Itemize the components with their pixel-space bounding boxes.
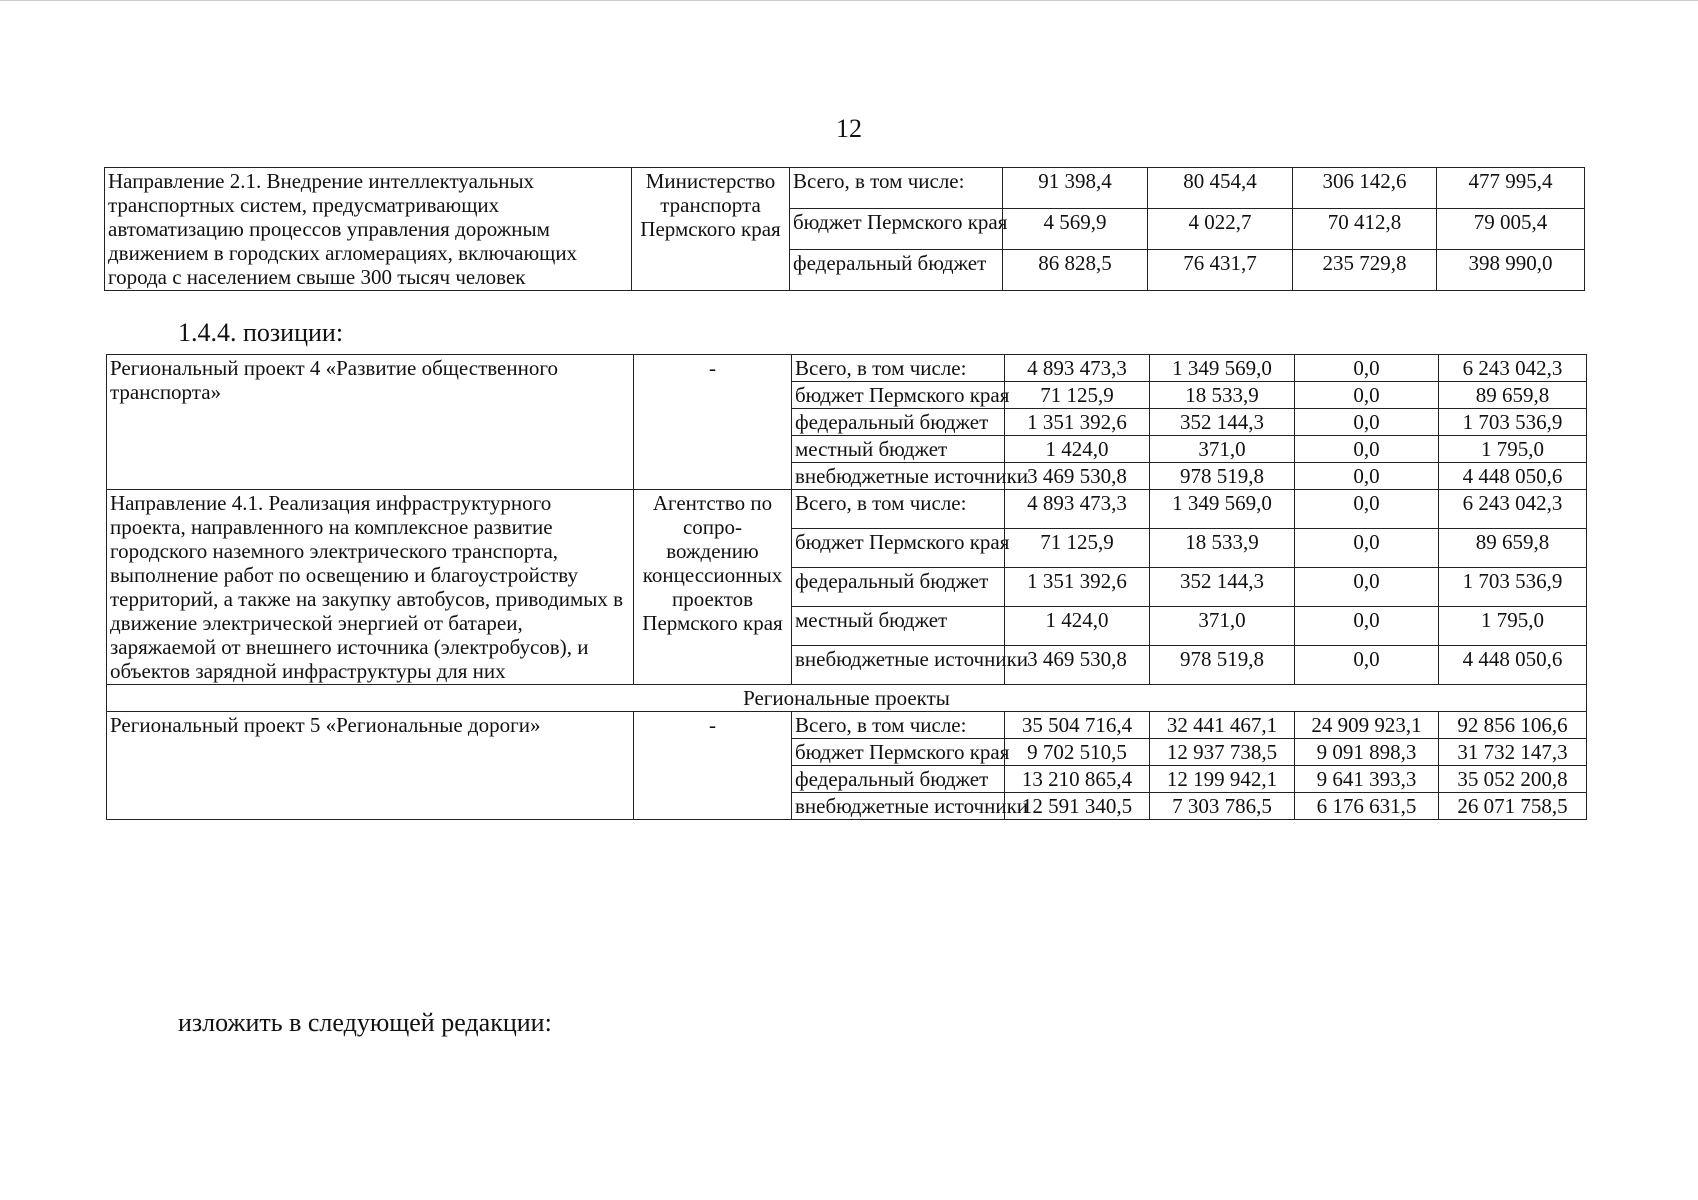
funding-source-cell: Всего, в том числе: xyxy=(792,712,1005,739)
row-name-cell: Направление 2.1. Внедрение интеллектуальных транспортных систем, предусматривающих автоматизацию процессов управления дорожным движением в городских агломерациях, включающих города с населением свыше 300 тысяч человек xyxy=(105,168,632,291)
amount-cell-3: 9 641 393,3 xyxy=(1295,766,1439,793)
amount-cell-2: 18 533,9 xyxy=(1150,382,1295,409)
funding-source-cell: бюджет Пермского края xyxy=(792,739,1005,766)
amount-cell-4: 6 243 042,3 xyxy=(1439,355,1587,382)
funding-source-cell: внебюджетные источники xyxy=(792,646,1005,685)
table-row xyxy=(107,490,1587,529)
funding-source-cell: бюджет Пермского края xyxy=(792,382,1005,409)
row-name-cell: Направление 4.1. Реализация инфраструктурного проекта, направленного на комплексное развитие городского наземного электрического транспорта, выполнение работ по освещению и благоустройству территорий, а также на закупку автобусов, приводимых в движение электрической энергией от батареи, заряжаемой от внешнего источника (электробусов), и объектов зарядной инфраструктуры для них xyxy=(107,490,634,685)
amount-cell-4: 26 071 758,5 xyxy=(1439,793,1587,820)
amount-cell-4: 1 795,0 xyxy=(1439,436,1587,463)
amount-cell-1: 3 469 530,8 xyxy=(1005,463,1150,490)
amount-cell-4: 89 659,8 xyxy=(1439,382,1587,409)
amount-cell-2: 80 454,4 xyxy=(1148,168,1293,209)
funding-source-cell: Всего, в том числе: xyxy=(792,490,1005,529)
responsible-cell: - xyxy=(634,712,792,820)
budget-table-positions xyxy=(106,354,1587,820)
amount-cell-1: 9 702 510,5 xyxy=(1005,739,1150,766)
amount-cell-3: 306 142,6 xyxy=(1293,168,1437,209)
amount-cell-1: 4 893 473,3 xyxy=(1005,490,1150,529)
amount-cell-1: 1 351 392,6 xyxy=(1005,568,1150,607)
funding-source-cell: Всего, в том числе: xyxy=(792,355,1005,382)
amount-cell-4: 4 448 050,6 xyxy=(1439,646,1587,685)
amount-cell-1: 86 828,5 xyxy=(1003,250,1148,291)
amount-cell-1: 35 504 716,4 xyxy=(1005,712,1150,739)
amount-cell-3: 0,0 xyxy=(1295,463,1439,490)
amount-cell-2: 371,0 xyxy=(1150,436,1295,463)
amount-cell-3: 0,0 xyxy=(1295,355,1439,382)
amount-cell-2: 1 349 569,0 xyxy=(1150,490,1295,529)
amount-cell-2: 12 199 942,1 xyxy=(1150,766,1295,793)
amount-cell-2: 978 519,8 xyxy=(1150,463,1295,490)
amount-cell-2: 76 431,7 xyxy=(1148,250,1293,291)
amount-cell-1: 71 125,9 xyxy=(1005,382,1150,409)
responsible-cell: Агентство по сопро- вождению концессионных проектов Пермского края xyxy=(634,490,792,685)
amount-cell-3: 6 176 631,5 xyxy=(1295,793,1439,820)
funding-source-cell: федеральный бюджет xyxy=(792,568,1005,607)
amount-cell-3: 0,0 xyxy=(1295,568,1439,607)
amount-cell-4: 4 448 050,6 xyxy=(1439,463,1587,490)
amount-cell-3: 70 412,8 xyxy=(1293,209,1437,250)
funding-source-cell: внебюджетные источники xyxy=(792,793,1005,820)
amount-cell-2: 1 349 569,0 xyxy=(1150,355,1295,382)
amount-cell-3: 0,0 xyxy=(1295,436,1439,463)
amount-cell-2: 32 441 467,1 xyxy=(1150,712,1295,739)
funding-source-cell: бюджет Пермского края xyxy=(792,529,1005,568)
amount-cell-3: 0,0 xyxy=(1295,529,1439,568)
section-heading-positions: 1.4.4. позиции: xyxy=(178,318,344,347)
amount-cell-4: 89 659,8 xyxy=(1439,529,1587,568)
amount-cell-4: 35 052 200,8 xyxy=(1439,766,1587,793)
amount-cell-2: 352 144,3 xyxy=(1150,568,1295,607)
amount-cell-1: 3 469 530,8 xyxy=(1005,646,1150,685)
amount-cell-3: 9 091 898,3 xyxy=(1295,739,1439,766)
funding-source-cell: федеральный бюджет xyxy=(792,766,1005,793)
amount-cell-2: 978 519,8 xyxy=(1150,646,1295,685)
amount-cell-3: 0,0 xyxy=(1295,646,1439,685)
section-title-row xyxy=(107,685,1587,712)
section-heading-new-edition: изложить в следующей редакции: xyxy=(178,1008,552,1037)
amount-cell-1: 4 893 473,3 xyxy=(1005,355,1150,382)
amount-cell-3: 24 909 923,1 xyxy=(1295,712,1439,739)
amount-cell-1: 1 351 392,6 xyxy=(1005,409,1150,436)
top-edge-line xyxy=(0,0,1698,1)
amount-cell-4: 1 703 536,9 xyxy=(1439,568,1587,607)
amount-cell-1: 12 591 340,5 xyxy=(1005,793,1150,820)
amount-cell-3: 0,0 xyxy=(1295,490,1439,529)
amount-cell-3: 235 729,8 xyxy=(1293,250,1437,291)
amount-cell-2: 371,0 xyxy=(1150,607,1295,646)
row-name-cell: Региональный проект 5 «Региональные дороги» xyxy=(107,712,634,820)
section-title-cell: Региональные проекты xyxy=(107,685,1587,712)
amount-cell-4: 1 703 536,9 xyxy=(1439,409,1587,436)
amount-cell-4: 1 795,0 xyxy=(1439,607,1587,646)
responsible-cell: - xyxy=(634,355,792,490)
row-name-cell: Региональный проект 4 «Развитие общественного транспорта» xyxy=(107,355,634,490)
amount-cell-2: 7 303 786,5 xyxy=(1150,793,1295,820)
amount-cell-1: 91 398,4 xyxy=(1003,168,1148,209)
amount-cell-1: 13 210 865,4 xyxy=(1005,766,1150,793)
table-row xyxy=(105,168,1585,209)
amount-cell-1: 1 424,0 xyxy=(1005,607,1150,646)
amount-cell-3: 0,0 xyxy=(1295,382,1439,409)
amount-cell-4: 31 732 147,3 xyxy=(1439,739,1587,766)
page-number: 12 xyxy=(836,114,862,143)
amount-cell-4: 92 856 106,6 xyxy=(1439,712,1587,739)
amount-cell-2: 12 937 738,5 xyxy=(1150,739,1295,766)
table-row xyxy=(107,355,1587,382)
funding-source-cell: федеральный бюджет xyxy=(792,409,1005,436)
funding-source-cell: федеральный бюджет xyxy=(790,250,1003,291)
amount-cell-1: 71 125,9 xyxy=(1005,529,1150,568)
amount-cell-4: 398 990,0 xyxy=(1437,250,1585,291)
amount-cell-4: 6 243 042,3 xyxy=(1439,490,1587,529)
funding-source-cell: Всего, в том числе: xyxy=(790,168,1003,209)
funding-source-cell: местный бюджет xyxy=(792,607,1005,646)
funding-source-cell: бюджет Пермского края xyxy=(790,209,1003,250)
amount-cell-3: 0,0 xyxy=(1295,607,1439,646)
amount-cell-1: 1 424,0 xyxy=(1005,436,1150,463)
amount-cell-4: 79 005,4 xyxy=(1437,209,1585,250)
amount-cell-4: 477 995,4 xyxy=(1437,168,1585,209)
funding-source-cell: внебюджетные источники xyxy=(792,463,1005,490)
responsible-cell: Министерство транспорта Пермского края xyxy=(632,168,790,291)
amount-cell-2: 352 144,3 xyxy=(1150,409,1295,436)
amount-cell-2: 18 533,9 xyxy=(1150,529,1295,568)
amount-cell-2: 4 022,7 xyxy=(1148,209,1293,250)
amount-cell-1: 4 569,9 xyxy=(1003,209,1148,250)
amount-cell-3: 0,0 xyxy=(1295,409,1439,436)
table-row xyxy=(107,712,1587,739)
funding-source-cell: местный бюджет xyxy=(792,436,1005,463)
budget-table-direction-2-1 xyxy=(104,167,1585,291)
